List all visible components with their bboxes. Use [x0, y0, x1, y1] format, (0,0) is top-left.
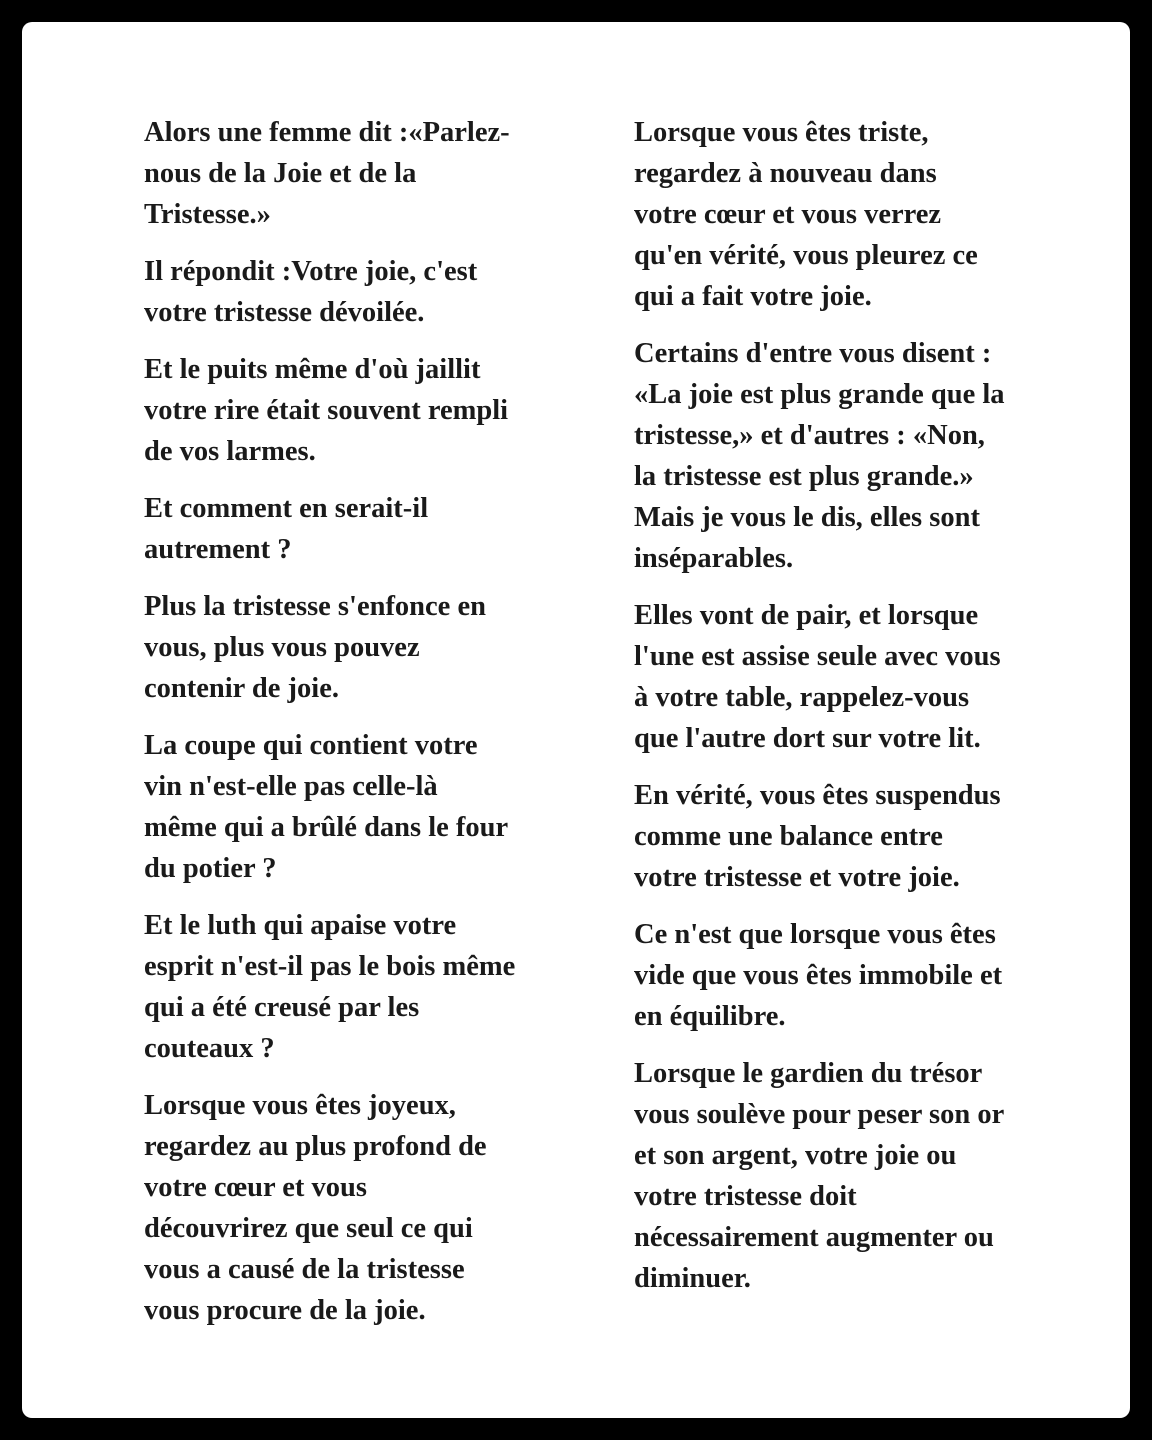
- paragraph: Certains d'entre vous disent : «La joie est plus grande que la tristesse,» et d'autres : «Non, la tristesse est plus grande.» Mais je vous le dis, elles sont inséparables.: [634, 338, 1005, 574]
- paragraph: Elles vont de pair, et lorsque l'une est assise seule avec vous à votre table, rappelez-vous que l'autre dort sur votre lit.: [634, 600, 1001, 754]
- paragraph: Ce n'est que lorsque vous êtes vide que vous êtes immobile et en équilibre.: [634, 919, 1003, 1032]
- paragraph: Alors une femme dit :«Parlez- nous de la Joie et de la Tristesse.»: [144, 117, 510, 230]
- paragraph: Et comment en serait-il autrement ?: [144, 493, 429, 565]
- paragraph: En vérité, vous êtes suspendus comme une balance entre votre tristesse et votre joie.: [634, 780, 1001, 893]
- paragraph: Il répondit :Votre joie, c'est votre tristesse dévoilée.: [144, 256, 478, 328]
- right-column: [634, 112, 1074, 1315]
- left-column: [144, 112, 576, 1347]
- paragraph: Lorsque le gardien du trésor vous soulève pour peser son or et son argent, votre joie ou votre tristesse doit nécessairement augmenter ou diminuer.: [634, 1058, 1005, 1294]
- document-page: [22, 22, 1130, 1418]
- paragraph: Lorsque vous êtes triste, regardez à nouveau dans votre cœur et vous verrez qu'en vérité, vous pleurez ce qui a fait votre joie.: [634, 117, 978, 312]
- paragraph: La coupe qui contient votre vin n'est-elle pas celle-là même qui a brûlé dans le four du potier ?: [144, 730, 509, 884]
- paragraph: Lorsque vous êtes joyeux, regardez au plus profond de votre cœur et vous découvrirez que seul ce qui vous a causé de la tristesse vous procure de la joie.: [144, 1090, 487, 1326]
- paragraph: Et le luth qui apaise votre esprit n'est-il pas le bois même qui a été creusé par les couteaux ?: [144, 910, 516, 1064]
- paragraph: Et le puits même d'où jaillit votre rire était souvent rempli de vos larmes.: [144, 354, 509, 467]
- paragraph: Plus la tristesse s'enfonce en vous, plus vous pouvez contenir de joie.: [144, 591, 486, 704]
